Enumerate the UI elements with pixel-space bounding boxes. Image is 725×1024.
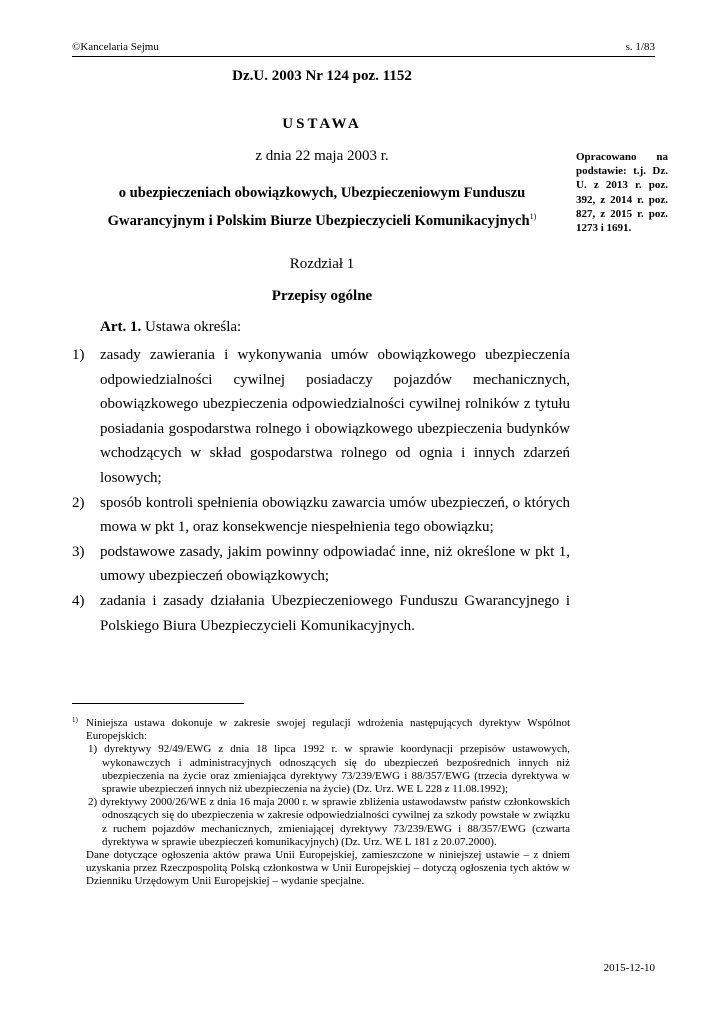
footnote-intro — [72, 717, 570, 743]
footnote — [72, 717, 570, 889]
item-text: zadania i zasady działania Ubezpieczeniowego Funduszu Gwarancyjnego i Polskiego Biura Ubezpieczycieli Komunikacyjnych. — [100, 592, 570, 634]
list-item — [72, 540, 570, 589]
journal-reference: Dz.U. 2003 Nr 124 poz. 1152 — [232, 68, 412, 84]
article-label: Art. 1. — [100, 319, 142, 335]
title-line-2-text: Gwarancyjnym i Polskim Biurze Ubezpieczycieli Komunikacyjnych — [107, 213, 530, 229]
document-type-heading: USTAWA — [282, 116, 362, 132]
item-number: 3) — [72, 543, 85, 560]
document-title — [72, 181, 572, 233]
article-heading — [100, 319, 241, 336]
chapter-number: Rozdział 1 — [289, 256, 355, 272]
article-intro: Ustawa określa: — [145, 319, 242, 335]
title-line-1: o ubezpieczeniach obowiązkowych, Ubezpieczeniowym Funduszu — [118, 185, 526, 201]
item-text: zasady zawierania i wykonywania umów obowiązkowego ubezpieczenia odpowiedzialności cywilnej posiadaczy pojazdów mechanicznych, obowiązkowego ubezpieczenia odpowiedzialności cywilnej rolników z tytułu posiadania gospodarstwa rolnego i obowiązkowego ubezpieczenia budynków wchodzących w skład gospodarstwa rolnego od ognia i innych zdarzeń losowych; — [100, 347, 570, 486]
footnote-item-1: 1) dyrektywy 92/49/EWG z dnia 18 lipca 1992 r. w sprawie koordynacji przepisów ustawowych, wykonawczych i administracyjnych odnoszących się do ubezpieczeń bezpośrednich innych niż ubezpieczenia na życie oraz zmieniająca dyrektywy 73/239/EWG i 88/357/EWG (trzecia dyrektywa w sprawie ubezpieczeń innych niż ubezpieczenia na życie) (Dz. Urz. WE L 228 z 11.08.1992); — [88, 743, 570, 796]
item-number: 1) — [72, 347, 85, 363]
list-item — [72, 491, 570, 540]
item-number: 4) — [72, 592, 85, 609]
list-item — [72, 589, 570, 638]
footnote-closing: Dane dotyczące ogłoszenia aktów prawa Unii Europejskiej, zamieszczone w niniejszej ustawie – z dniem uzyskania przez Rzeczpospolitą Polską członkostwa w Unii Europejskiej – dotyczą ogłoszenia tych aktów w Dzienniku Urzędowym Unii Europejskiej – wydanie specjalne. — [86, 849, 570, 888]
footnote-separator — [72, 703, 244, 704]
source-sidenote: Opracowano na podstawie: t.j. Dz. U. z 2013 r. poz. 392, z 2014 r. poz. 827, z 2015 r. poz. 1273 i 1691. — [576, 151, 668, 235]
title-line-2 — [72, 205, 572, 233]
document-date: z dnia 22 maja 2003 r. — [255, 148, 389, 164]
title-footnote-mark[interactable]: 1) — [529, 212, 537, 221]
footnote-item-2: 2) dyrektywy 2000/26/WE z dnia 16 maja 2000 r. w sprawie zbliżenia ustawodawstw państw członkowskich odnoszących się do ubezpieczenia w zakresie odpowiedzialności cywilnej za szkody powstałe w związku z ruchem pojazdów mechanicznych, zmieniającej dyrektywy 73/239/EWG i 88/357/EWG (czwarta dyrektywa w sprawie ubezpieczeń komunikacyjnych) (Dz. Urz. WE L 181 z 20.07.2000). — [88, 796, 570, 848]
item-number: 2) — [72, 494, 85, 511]
chapter-name: Przepisy ogólne — [271, 288, 373, 304]
list-item — [72, 343, 570, 491]
header-divider — [72, 56, 655, 57]
page-number: s. 1/83 — [625, 41, 655, 53]
footnote-intro-text: Niniejsza ustawa dokonuje w zakresie swojej regulacji wdrożenia następujących dyrektyw Wspólnot Europejskich: — [86, 717, 570, 743]
footnote-mark: 1) — [72, 716, 78, 724]
publisher-header: ©Kancelaria Sejmu — [72, 41, 159, 53]
item-text: sposób kontroli spełnienia obowiązku zawarcia umów ubezpieczeń, o których mowa w pkt 1, oraz konsekwencje niespełnienia tego obowiązku; — [100, 494, 570, 536]
footer-date: 2015-12-10 — [603, 962, 655, 974]
article-items-list — [72, 343, 570, 638]
item-text: podstawowe zasady, jakim powinny odpowiadać inne, niż określone w pkt 1, umowy ubezpieczeń obowiązkowych; — [100, 543, 570, 585]
